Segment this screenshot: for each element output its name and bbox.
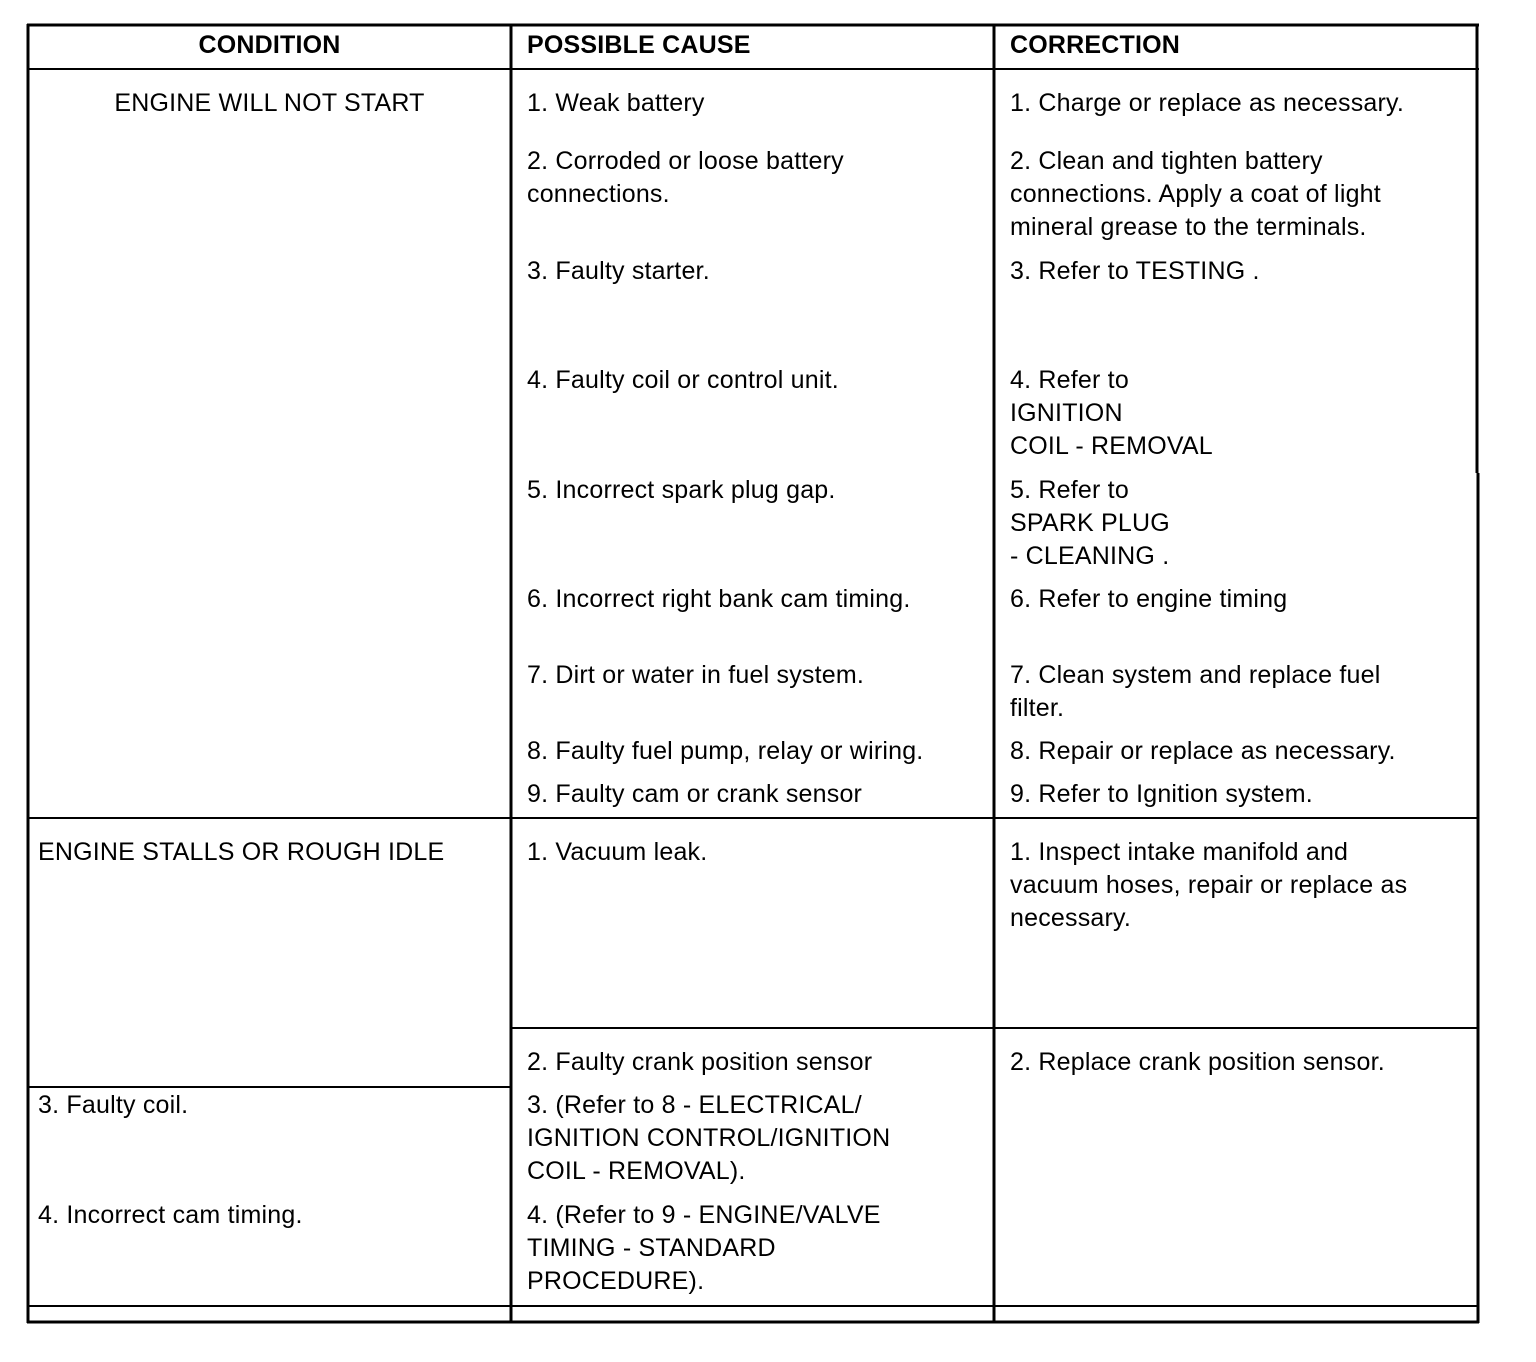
cause-item: 7. Dirt or water in fuel system. [527,661,865,689]
correction-item: 5. Refer to SPARK PLUG - CLEANING . [1010,476,1170,570]
condition-engine-will-not-start: ENGINE WILL NOT START [114,89,425,117]
cause-item: 2. Corroded or loose battery connections. [527,147,844,208]
condition-item: 3. Faulty coil. [38,1091,189,1119]
correction-item: 2. Replace crank position sensor. [1010,1048,1385,1076]
cause-item: 9. Faulty cam or crank sensor [527,780,863,808]
cause-item: 4. (Refer to 9 - ENGINE/VALVE TIMING - STANDARD PROCEDURE). [527,1201,881,1295]
correction-item: 2. Clean and tighten battery connections. Apply a coat of light mineral grease to the terminals. [1010,147,1381,241]
cause-item: 1. Vacuum leak. [527,838,708,866]
correction-item: 3. Refer to TESTING . [1010,257,1260,285]
condition-engine-stalls: ENGINE STALLS OR ROUGH IDLE [38,838,445,866]
correction-item: 6. Refer to engine timing [1010,585,1288,613]
header-correction: CORRECTION [1010,31,1181,59]
cause-item: 4. Faulty coil or control unit. [527,366,839,394]
cause-item: 5. Incorrect spark plug gap. [527,476,836,504]
condition-item: 4. Incorrect cam timing. [38,1201,303,1229]
correction-item: 4. Refer to IGNITION COIL - REMOVAL [1010,366,1213,460]
cause-item: 6. Incorrect right bank cam timing. [527,585,911,613]
correction-item: 8. Repair or replace as necessary. [1010,737,1396,765]
correction-item: 7. Clean system and replace fuel filter. [1010,661,1381,722]
correction-item: 9. Refer to Ignition system. [1010,780,1313,808]
header-possible-cause: POSSIBLE CAUSE [527,31,751,59]
cause-item: 3. (Refer to 8 - ELECTRICAL/ IGNITION CONTROL/IGNITION COIL - REMOVAL). [527,1091,891,1185]
header-condition: CONDITION [198,31,341,59]
cause-item: 2. Faulty crank position sensor [527,1048,873,1076]
cause-item: 8. Faulty fuel pump, relay or wiring. [527,737,924,765]
correction-item: 1. Inspect intake manifold and vacuum hoses, repair or replace as necessary. [1010,838,1408,932]
cause-item: 1. Weak battery [527,89,705,117]
cause-item: 3. Faulty starter. [527,257,710,285]
correction-item: 1. Charge or replace as necessary. [1010,89,1405,117]
